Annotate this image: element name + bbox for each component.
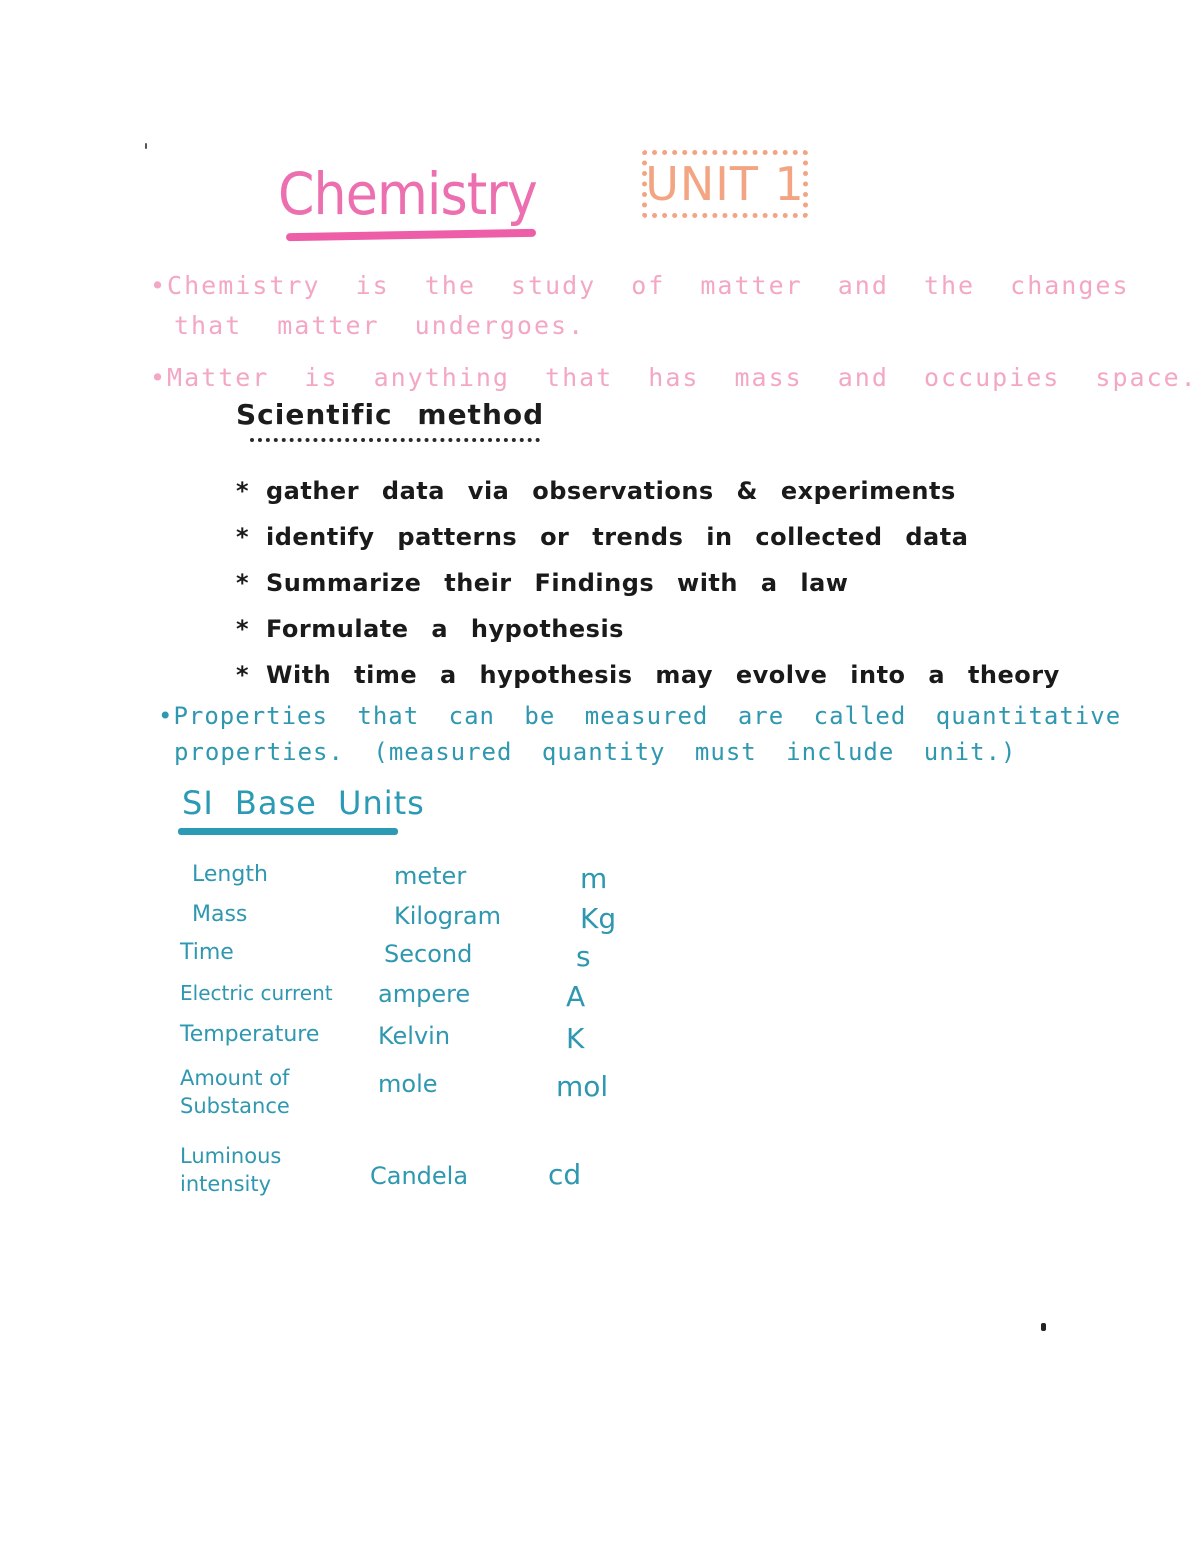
page-title: Chemistry [278, 160, 537, 228]
heading-underline [178, 828, 398, 835]
unit-cell: mole [378, 1070, 438, 1098]
quantity-cell: Electric current [180, 981, 333, 1005]
unit-label: UNIT 1 [645, 157, 805, 211]
table-row [180, 902, 660, 940]
scan-mark [1041, 1323, 1046, 1331]
table-row [180, 1064, 660, 1142]
unit-cell: ampere [378, 980, 471, 1008]
definition-line: that matter undergoes. [174, 311, 586, 340]
definition-line: •Properties that can be measured are called quantitative [158, 702, 1122, 730]
si-units-table [180, 858, 660, 1212]
scientific-method-heading: Scientific method [236, 398, 545, 431]
unit-cell: Kelvin [378, 1022, 451, 1050]
list-item: * Summarize their Findings with a law [236, 560, 1060, 606]
list-item: * gather data via observations & experiments [236, 468, 1060, 514]
quantity-cell: Mass [192, 902, 248, 927]
unit-badge [642, 150, 808, 218]
asterisk-icon: * [236, 661, 250, 689]
scientific-method-steps [236, 468, 1060, 698]
unit-cell: Second [384, 940, 473, 968]
heading-underline [250, 438, 540, 442]
table-row [180, 862, 660, 902]
definition-line: •Chemistry is the study of matter and the changes [150, 271, 1130, 300]
asterisk-icon: * [236, 477, 250, 505]
table-row [180, 940, 660, 980]
quantity-cell: Temperature [180, 1022, 320, 1047]
quantitative-definition [158, 698, 1121, 770]
table-row [180, 1142, 660, 1212]
table-row [180, 1022, 660, 1064]
asterisk-icon: * [236, 523, 250, 551]
definition-chemistry [150, 266, 1130, 346]
si-units-heading: SI Base Units [182, 784, 425, 822]
unit-cell: meter [394, 862, 467, 890]
table-row [180, 980, 660, 1022]
definition-line: •Matter is anything that has mass and occupies space. [150, 363, 1198, 392]
quantity-cell: Time [180, 940, 234, 965]
symbol-cell: A [566, 980, 586, 1013]
asterisk-icon: * [236, 615, 250, 643]
symbol-cell: m [580, 862, 608, 895]
asterisk-icon: * [236, 569, 250, 597]
unit-cell: Kilogram [394, 902, 501, 930]
symbol-cell: K [566, 1022, 585, 1055]
quantity-cell: Amount of Substance [180, 1066, 290, 1118]
definition-line: properties. (measured quantity must include unit.) [174, 738, 1017, 766]
list-item: * Formulate a hypothesis [236, 606, 1060, 652]
definition-matter [150, 358, 1198, 398]
quantity-cell: Length [192, 862, 268, 887]
symbol-cell: cd [548, 1158, 582, 1191]
scan-mark [145, 143, 147, 149]
title-underline [286, 229, 536, 241]
list-item: * identify patterns or trends in collected data [236, 514, 1060, 560]
symbol-cell: mol [556, 1070, 609, 1103]
quantity-cell: Luminous intensity [180, 1144, 282, 1196]
unit-cell: Candela [370, 1162, 469, 1190]
symbol-cell: s [576, 940, 591, 973]
list-item: * With time a hypothesis may evolve into a theory [236, 652, 1060, 698]
symbol-cell: Kg [580, 902, 617, 935]
